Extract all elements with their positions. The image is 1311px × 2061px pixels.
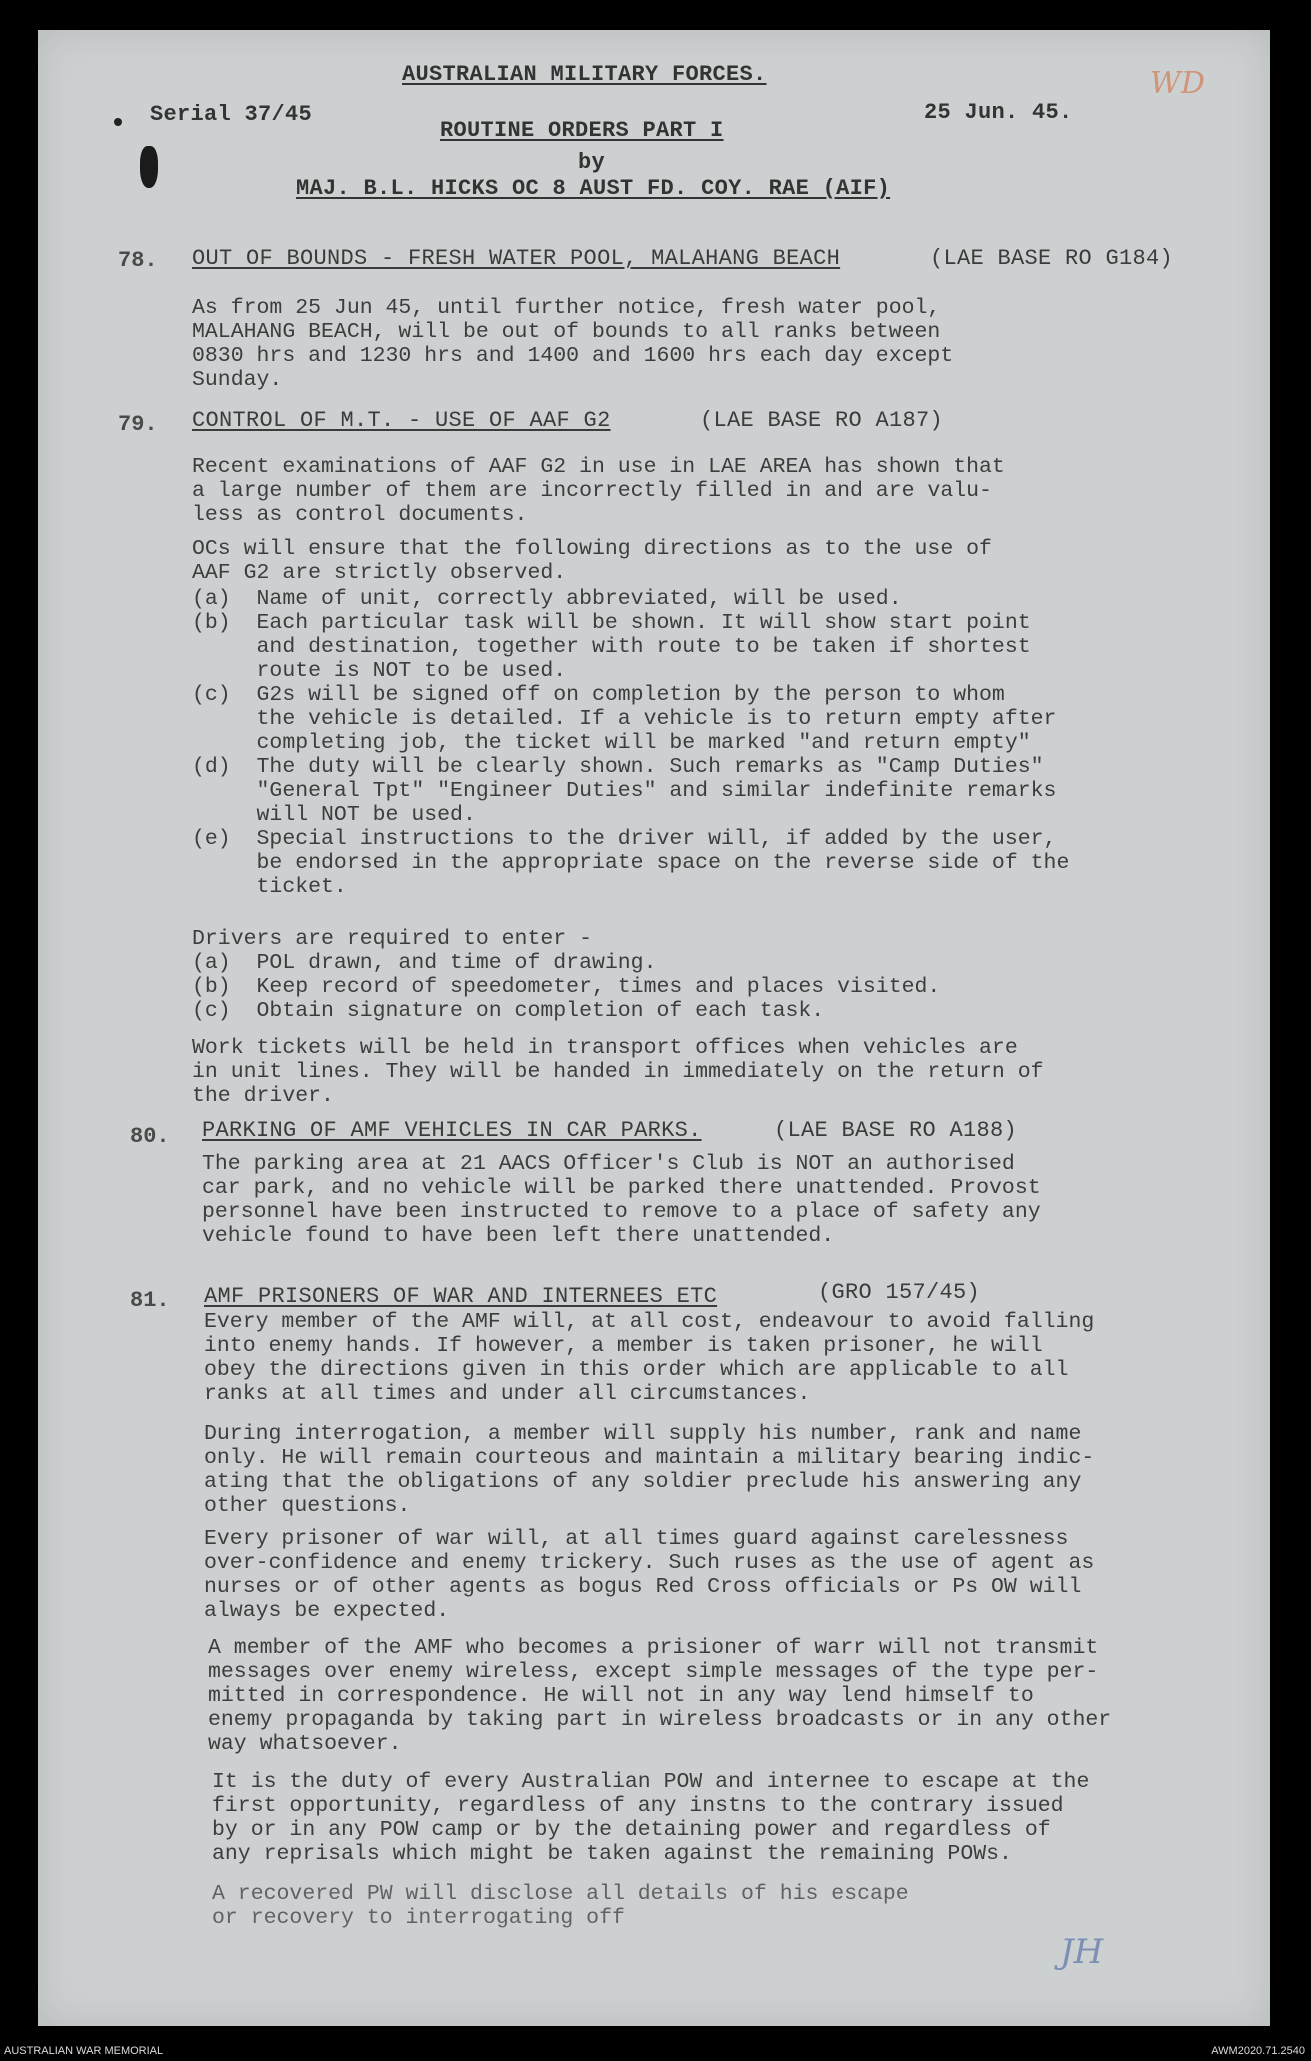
order-heading: CONTROL OF M.T. - USE OF AAF G2: [192, 408, 611, 433]
order-heading: PARKING OF AMF VEHICLES IN CAR PARKS.: [202, 1118, 702, 1143]
by-line: by: [578, 150, 606, 175]
order-reference: (GRO 157/45): [818, 1280, 981, 1305]
order-paragraph: [212, 1770, 1089, 1866]
text-line: enemy propaganda by taking part in wireless broadcasts or in any other: [208, 1708, 1112, 1732]
text-line: As from 25 Jun 45, until further notice, fresh water pool,: [192, 296, 941, 320]
footer-accession: AWM2020.71.2540: [1211, 2045, 1305, 2057]
text-line: any reprisals which might be taken against the remaining POWs.: [212, 1842, 1012, 1866]
list-item: (b) Each particular task will be shown. It will show start point: [192, 611, 1031, 635]
list-item: (a) Name of unit, correctly abbreviated, will be used.: [192, 587, 902, 611]
footer-source: AUSTRALIAN WAR MEMORIAL: [4, 2045, 164, 2057]
order-paragraph: [192, 296, 953, 392]
order-number: 79.: [118, 412, 158, 437]
handwritten-annotation: WD: [1150, 66, 1205, 101]
text-line: MALAHANG BEACH, will be out of bounds to all ranks between: [192, 320, 941, 344]
list-item: (a) POL drawn, and time of drawing.: [192, 951, 657, 975]
order-reference: (LAE BASE RO G184): [930, 246, 1174, 271]
text-line: or recovery to interrogating off: [212, 1906, 625, 1930]
text-line: personnel have been instructed to remove to a place of safety any: [202, 1200, 1041, 1224]
order-list: [192, 927, 940, 1023]
text-line: AAF G2 are strictly observed.: [192, 561, 567, 585]
document-title: AUSTRALIAN MILITARY FORCES.: [402, 62, 767, 87]
text-line: During interrogation, a member will supply his number, rank and name: [204, 1422, 1082, 1446]
order-number: 81.: [130, 1288, 170, 1313]
list-item: (e) Special instructions to the driver will, if added by the user,: [192, 827, 1057, 851]
list-item: the vehicle is detailed. If a vehicle is to return empty after: [192, 707, 1057, 731]
text-line: The parking area at 21 AACS Officer's Club is NOT an authorised: [202, 1152, 1015, 1176]
text-line: always be expected.: [204, 1599, 450, 1623]
text-line: less as control documents.: [192, 503, 528, 527]
text-line: into enemy hands. If however, a member is taken prisoner, he will: [204, 1334, 1043, 1358]
text-line: vehicle found to have been left there unattended.: [202, 1224, 835, 1248]
text-line: mitted in correspondence. He will not in any way lend himself to: [208, 1684, 1034, 1708]
text-line: It is the duty of every Australian POW and internee to escape at the: [212, 1770, 1090, 1794]
order-heading: AMF PRISONERS OF WAR AND INTERNEES ETC: [204, 1284, 718, 1309]
order-paragraph-faded: [212, 1882, 909, 1930]
order-paragraph: [204, 1527, 1094, 1623]
text-line: A recovered PW will disclose all details of his escape: [212, 1882, 909, 1906]
issuing-authority: MAJ. B.L. HICKS OC 8 AUST FD. COY. RAE (AIF): [296, 176, 891, 201]
order-reference: (LAE BASE RO A187): [700, 408, 944, 433]
text-line: way whatsoever.: [208, 1732, 402, 1756]
text-line: messages over enemy wireless, except simple messages of the type per-: [208, 1660, 1099, 1684]
order-paragraph: [192, 1036, 1044, 1108]
text-line: other questions.: [204, 1494, 411, 1518]
list-item: "General Tpt" "Engineer Duties" and similar indefinite remarks: [192, 779, 1057, 803]
text-line: A member of the AMF who becomes a prisioner of warr will not transmit: [208, 1636, 1099, 1660]
order-paragraph: [202, 1152, 1041, 1248]
text-line: first opportunity, regardless of any instns to the contrary issued: [212, 1794, 1064, 1818]
list-item: completing job, the ticket will be marked "and return empty": [192, 731, 1031, 755]
order-number: 78.: [118, 248, 158, 273]
list-item: ticket.: [192, 875, 347, 899]
text-line: in unit lines. They will be handed in immediately on the return of: [192, 1060, 1044, 1084]
text-line: Every prisoner of war will, at all times guard against carelessness: [204, 1527, 1069, 1551]
text-line: only. He will remain courteous and maintain a military bearing indic-: [204, 1446, 1095, 1470]
order-paragraph: [208, 1636, 1111, 1756]
punch-hole: [140, 146, 158, 188]
list-item: (c) Obtain signature on completion of each task.: [192, 999, 825, 1023]
text-line: 0830 hrs and 1230 hrs and 1400 and 1600 hrs each day except: [192, 344, 954, 368]
text-line: ranks at all times and under all circumstances.: [204, 1382, 811, 1406]
text-line: a large number of them are incorrectly filled in and are valu-: [192, 479, 992, 503]
text-line: Sunday.: [192, 368, 283, 392]
text-line: OCs will ensure that the following directions as to the use of: [192, 537, 992, 561]
order-paragraph: [204, 1422, 1094, 1518]
document-subtitle: ROUTINE ORDERS PART I: [440, 118, 724, 143]
serial-number: Serial 37/45: [150, 102, 313, 127]
list-item: route is NOT to be used.: [192, 659, 567, 683]
list-item: (d) The duty will be clearly shown. Such remarks as "Camp Duties": [192, 755, 1044, 779]
text-line: over-confidence and enemy trickery. Such ruses as the use of agent as: [204, 1551, 1095, 1575]
list-item: (c) G2s will be signed off on completion by the person to whom: [192, 683, 1005, 707]
text-line: by or in any POW camp or by the detaining power and regardless of: [212, 1818, 1051, 1842]
order-reference: (LAE BASE RO A188): [774, 1118, 1018, 1143]
list-item: be endorsed in the appropriate space on the reverse side of the: [192, 851, 1070, 875]
text-line: Work tickets will be held in transport offices when vehicles are: [192, 1036, 1018, 1060]
text-line: obey the directions given in this order which are applicable to all: [204, 1358, 1069, 1382]
order-heading: OUT OF BOUNDS - FRESH WATER POOL, MALAHANG BEACH: [192, 246, 841, 271]
list-item: and destination, together with route to be taken if shortest: [192, 635, 1031, 659]
handwritten-initials: JH: [1060, 1932, 1104, 1972]
text-line: the driver.: [192, 1084, 334, 1108]
text-line: nurses or of other agents as bogus Red Cross officials or Ps OW will: [204, 1575, 1082, 1599]
order-list: [192, 587, 1069, 899]
order-paragraph: [192, 455, 1005, 527]
list-item: Drivers are required to enter -: [192, 927, 592, 951]
list-item: (b) Keep record of speedometer, times and places visited.: [192, 975, 941, 999]
list-item: will NOT be used.: [192, 803, 476, 827]
order-number: 80.: [130, 1124, 170, 1149]
order-paragraph: [192, 537, 992, 585]
punch-mark: [114, 118, 122, 126]
document-date: 25 Jun. 45.: [924, 100, 1073, 125]
text-line: Recent examinations of AAF G2 in use in LAE AREA has shown that: [192, 455, 1005, 479]
order-paragraph: [204, 1310, 1094, 1406]
text-line: Every member of the AMF will, at all cost, endeavour to avoid falling: [204, 1310, 1095, 1334]
text-line: ating that the obligations of any soldier preclude his answering any: [204, 1470, 1082, 1494]
text-line: car park, and no vehicle will be parked there unattended. Provost: [202, 1176, 1041, 1200]
